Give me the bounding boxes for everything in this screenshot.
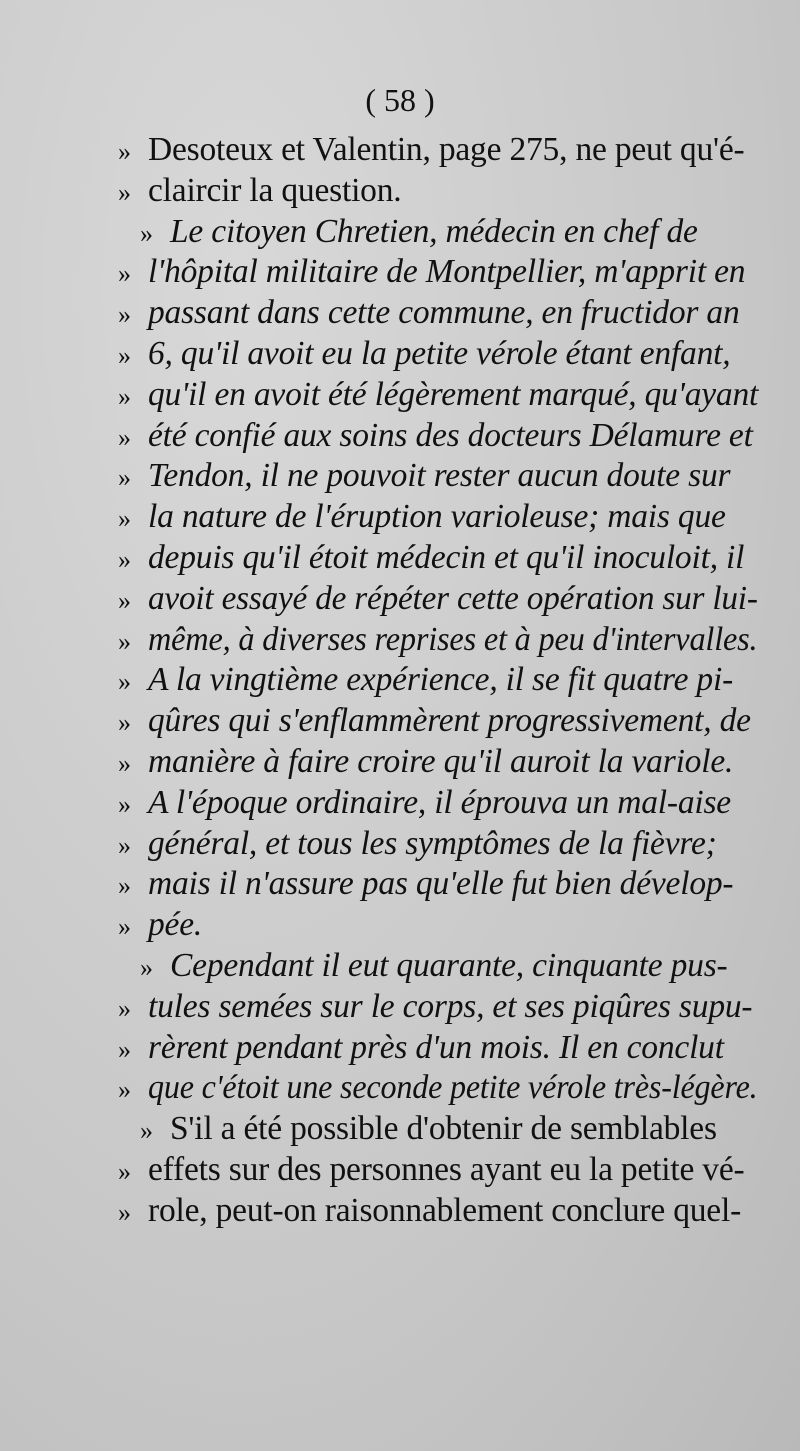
quote-mark: » xyxy=(118,422,131,452)
text-line xyxy=(118,538,758,579)
text-line xyxy=(118,783,758,824)
line-text: claircir la question. xyxy=(148,171,402,209)
quote-mark: » xyxy=(118,912,131,942)
body-text xyxy=(118,130,758,1232)
text-line xyxy=(118,293,758,334)
line-text: role, peut-on raisonnablement conclure quel- xyxy=(148,1191,742,1229)
line-text: l'hôpital militaire de Montpellier, m'apprit en xyxy=(148,253,746,291)
text-line xyxy=(118,171,758,212)
line-text: Cependant il eut quarante, cinquante pus- xyxy=(170,946,728,984)
text-line xyxy=(118,497,758,538)
line-text: la nature de l'éruption varioleuse; mais que xyxy=(148,498,726,536)
line-text: passant dans cette commune, en fructidor an xyxy=(148,294,740,332)
text-line xyxy=(118,905,758,946)
quote-mark: » xyxy=(118,708,131,738)
quote-mark: » xyxy=(118,667,131,697)
quote-mark: » xyxy=(118,830,131,860)
quote-mark: » xyxy=(140,1116,153,1146)
quote-mark: » xyxy=(118,1197,131,1227)
quote-mark: » xyxy=(118,1034,131,1064)
quote-mark: » xyxy=(118,544,131,574)
line-text: Tendon, il ne pouvoit rester aucun doute sur xyxy=(148,457,731,495)
text-line xyxy=(118,130,758,171)
quote-mark: » xyxy=(118,1075,131,1105)
line-text: A la vingtième expérience, il se fit quatre pi- xyxy=(148,661,734,699)
quote-mark: » xyxy=(140,952,153,982)
text-line xyxy=(118,1150,758,1191)
line-text: qûres qui s'enflammèrent progressivement, de xyxy=(148,702,751,740)
line-text: S'il a été possible d'obtenir de semblables xyxy=(170,1110,717,1148)
text-line xyxy=(118,1068,758,1109)
text-line xyxy=(118,252,758,293)
text-line xyxy=(118,579,758,620)
line-text: tules semées sur le corps, et ses piqûres supu- xyxy=(148,987,753,1025)
quote-mark: » xyxy=(118,259,131,289)
text-line xyxy=(118,742,758,783)
text-line xyxy=(118,987,758,1028)
quote-mark: » xyxy=(118,177,131,207)
quote-mark: » xyxy=(118,381,131,411)
quote-mark: » xyxy=(118,585,131,615)
line-text: pée. xyxy=(148,906,203,944)
quote-mark: » xyxy=(118,504,131,534)
line-text: Desoteux et Valentin, page 275, ne peut qu'é- xyxy=(148,131,745,168)
quote-mark: » xyxy=(140,218,153,248)
quote-mark: » xyxy=(118,1156,131,1186)
text-line xyxy=(118,375,758,416)
text-line xyxy=(118,864,758,905)
line-text: rèrent pendant près d'un mois. Il en conclut xyxy=(148,1028,724,1066)
line-text: mais il n'assure pas qu'elle fut bien dévelop- xyxy=(148,865,734,903)
line-text: manière à faire croire qu'il auroit la variole. xyxy=(148,742,734,780)
quote-mark: » xyxy=(118,993,131,1023)
text-line xyxy=(118,334,758,375)
text-line xyxy=(118,620,758,661)
quote-mark: » xyxy=(118,463,131,493)
text-line xyxy=(118,456,758,497)
line-text: Le citoyen Chretien, médecin en chef de xyxy=(170,212,698,250)
quote-mark: » xyxy=(118,626,131,656)
line-text: 6, qu'il avoit eu la petite vérole étant enfant, xyxy=(148,334,731,372)
quote-mark: » xyxy=(118,300,131,330)
text-line xyxy=(118,416,758,457)
quote-mark: » xyxy=(118,789,131,819)
line-text: même, à diverses reprises et à peu d'intervalles. xyxy=(148,620,758,658)
line-text: A l'époque ordinaire, il éprouva un mal-aise xyxy=(148,783,731,821)
text-line xyxy=(118,1109,758,1150)
text-line xyxy=(118,660,758,701)
line-text: depuis qu'il étoit médecin et qu'il inoculoit, il xyxy=(148,538,745,576)
text-line xyxy=(118,701,758,742)
line-text: qu'il en avoit été légèrement marqué, qu'ayant xyxy=(148,375,759,413)
text-line xyxy=(118,824,758,865)
text-line xyxy=(118,1028,758,1069)
quote-mark: » xyxy=(118,137,131,166)
quote-mark: » xyxy=(118,871,131,901)
line-text: été confié aux soins des docteurs Délamure et xyxy=(148,416,753,454)
page-number: ( 58 ) xyxy=(365,82,435,118)
line-text: général, et tous les symptômes de la fièvre; xyxy=(148,824,717,862)
line-text: avoit essayé de répéter cette opération sur lui- xyxy=(148,579,758,617)
text-line xyxy=(118,1191,758,1232)
line-text: que c'étoit une seconde petite vérole très-légère. xyxy=(148,1069,758,1107)
quote-mark: » xyxy=(118,340,131,370)
quote-mark: » xyxy=(118,748,131,778)
text-line xyxy=(118,946,758,987)
text-line xyxy=(118,212,758,253)
line-text: effets sur des personnes ayant eu la petite vé- xyxy=(148,1150,745,1188)
